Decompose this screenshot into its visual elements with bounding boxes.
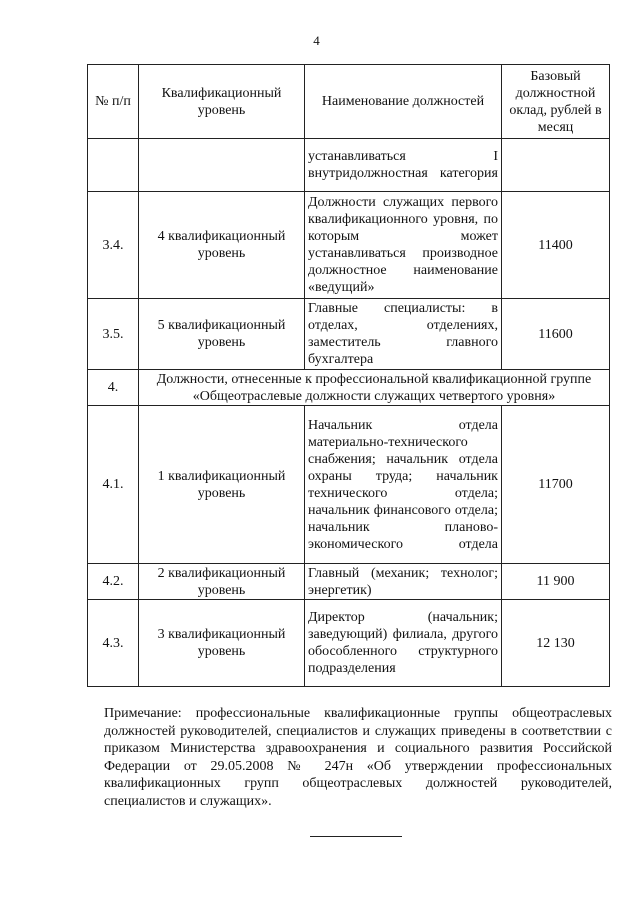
page-number: 4 [313,33,320,48]
row-level [139,139,305,192]
header-level: Квалификационный уровень [139,65,305,139]
row-level: 5 квалификационный уровень [139,299,305,370]
row-level: 4 квалификационный уровень [139,192,305,299]
group-row [88,370,610,406]
table-row [88,600,610,687]
row-salary [502,139,610,192]
table-header-row [88,65,610,139]
row-salary: 11400 [502,192,610,299]
table-row [88,139,610,192]
row-level: 1 квалификационный уровень [139,406,305,564]
group-title: Должности, отнесенные к профессиональной квалификационной группе «Общеотраслевые должности служащих четвертого уровня» [139,370,610,406]
header-salary: Базовый должностной оклад, рублей в месяц [502,65,610,139]
row-level: 3 квалификационный уровень [139,600,305,687]
row-position: Начальник отдела материально-технического снабжения; начальник отдела охраны труда; начальник технического отдела; начальник финансового отдела; начальник планово-экономического отдела [305,406,502,564]
row-salary: 11700 [502,406,610,564]
row-position: Главный (механик; технолог; энергетик) [305,564,502,600]
row-num: 3.4. [88,192,139,299]
row-num: 4.3. [88,600,139,687]
row-num: 4.1. [88,406,139,564]
row-level: 2 квалификационный уровень [139,564,305,600]
row-position: Директор (начальник; заведующий) филиала, другого обособленного структурного подразделения [305,600,502,687]
row-num: 3.5. [88,299,139,370]
row-num [88,139,139,192]
row-position: устанавливаться I внутридолжностная категория [305,139,502,192]
closing-rule [310,836,402,837]
table-row [88,564,610,600]
table-row [88,299,610,370]
row-salary: 11600 [502,299,610,370]
header-position: Наименование должностей [305,65,502,139]
row-salary: 11 900 [502,564,610,600]
salary-table [87,64,610,687]
group-num: 4. [88,370,139,406]
header-num: № п/п [88,65,139,139]
row-num: 4.2. [88,564,139,600]
row-position: Должности служащих первого квалификационного уровня, по которым может устанавливаться производное должностное наименование «ведущий» [305,192,502,299]
table-row [88,192,610,299]
row-position: Главные специалисты: в отделах, отделениях, заместитель главного бухгалтера [305,299,502,370]
row-salary: 12 130 [502,600,610,687]
table-row [88,406,610,564]
note-paragraph: Примечание: профессиональные квалификационные группы общеотраслевых должностей руководителей, специалистов и служащих приведены в соответствии с приказом Министерства здравоохранения и социального развития Российской Федерации от 29.05.2008 № 247н «Об утверждении профессиональных квалификационных групп общеотраслевых должностей руководителей, специалистов и служащих». [104,706,612,809]
